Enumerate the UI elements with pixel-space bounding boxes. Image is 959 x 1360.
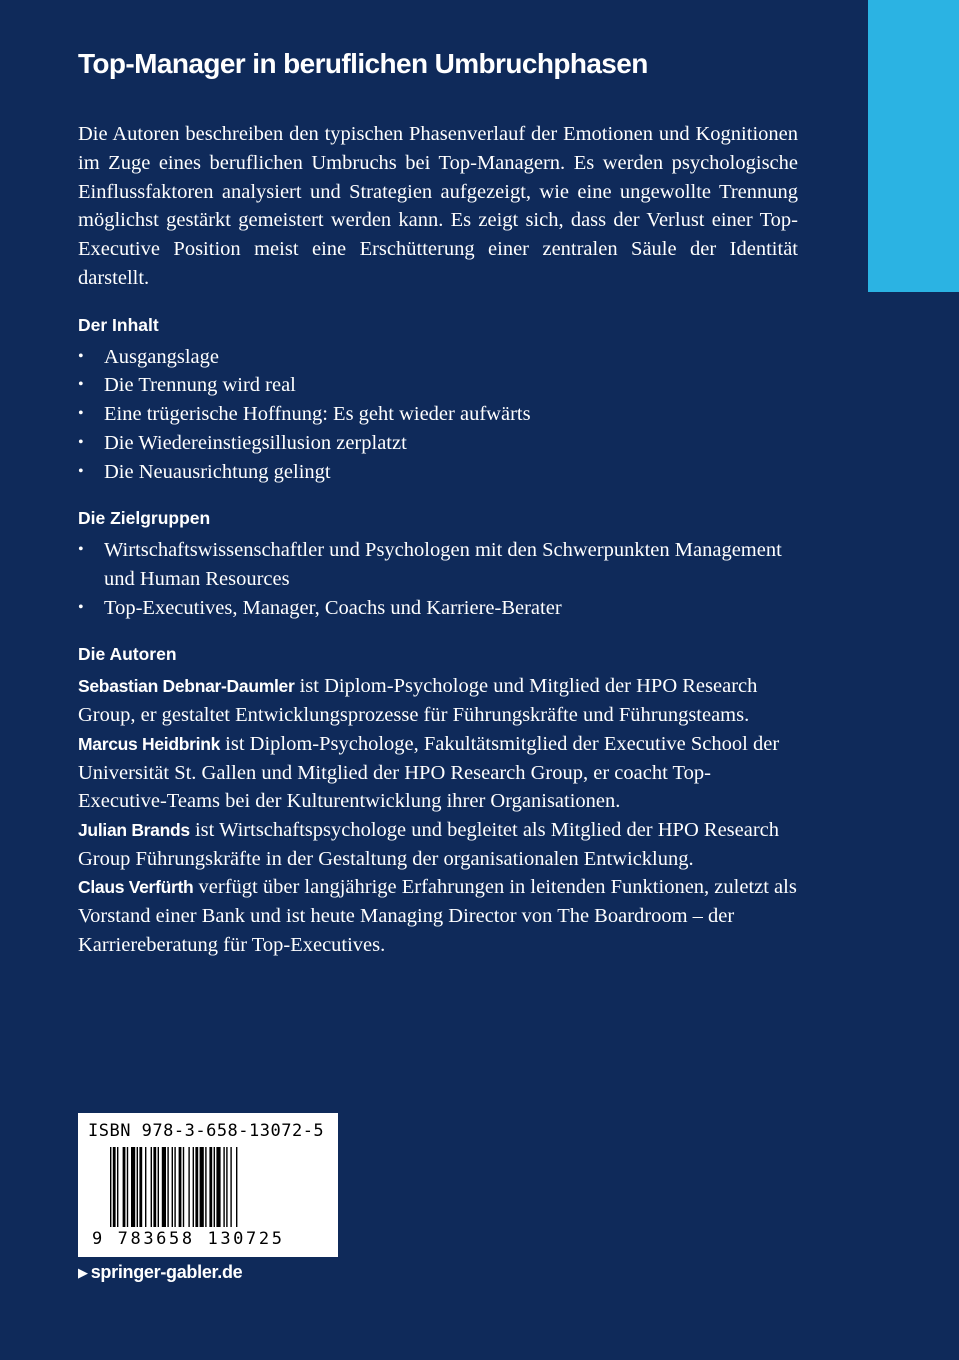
- barcode-bar: [174, 1147, 175, 1227]
- author-entry: [78, 672, 798, 729]
- barcode-bar: [188, 1147, 189, 1227]
- barcode-bar: [137, 1147, 138, 1227]
- barcode-bars: [108, 1147, 308, 1229]
- barcode-bar: [158, 1147, 159, 1227]
- barcode-bar: [200, 1147, 204, 1227]
- list-item: • Wirtschaftswissenschaftler und Psychologen mit den Schwerpunkten Management und Human Resources: [78, 536, 798, 593]
- barcode-bar: [193, 1147, 194, 1227]
- barcode-bar: [127, 1147, 128, 1227]
- barcode-bar: [179, 1147, 182, 1227]
- barcode-bar: [145, 1147, 146, 1227]
- barcode-bar: [226, 1147, 227, 1227]
- accent-color-bar: [868, 0, 959, 292]
- inhalt-heading: Der Inhalt: [78, 314, 159, 335]
- barcode-digits: 9 783658 130725: [92, 1229, 285, 1249]
- zielgruppen-heading: Die Zielgruppen: [78, 508, 211, 529]
- author-bio: verfügt über langjährige Erfahrungen in leitenden Funktionen, zuletzt als Vorstand einer Bank und ist heute Managing Director von The Boardroom – der Karriereberatung für Top-Executives.: [78, 876, 797, 956]
- barcode-bar: [110, 1147, 111, 1227]
- list-item: • Die Wiedereinstiegsillusion zerplatzt: [78, 429, 798, 458]
- author-name: Claus Verfürth: [78, 877, 194, 898]
- isbn-barcode: [78, 1113, 338, 1257]
- barcode-bar: [123, 1147, 126, 1227]
- barcode-bar: [209, 1147, 212, 1227]
- barcode-bar: [183, 1147, 184, 1227]
- author-name: Sebastian Debnar-Daumler: [78, 676, 295, 697]
- autoren-heading: Die Autoren: [78, 644, 177, 665]
- barcode-bar: [113, 1147, 116, 1227]
- barcode-bar: [117, 1147, 118, 1227]
- author-bio: ist Wirtschaftspsychologe und begleitet als Mitglied der HPO Research Group Führungskräfte in der Gestaltung der organisationalen Entwicklung.: [78, 818, 780, 870]
- list-item: • Top-Executives, Manager, Coachs und Karriere-Berater: [78, 594, 798, 623]
- barcode-bar: [167, 1147, 168, 1227]
- publisher-website[interactable]: [78, 1262, 242, 1283]
- barcode-bar: [139, 1147, 142, 1227]
- barcode-bar: [236, 1147, 237, 1227]
- barcode-bar: [162, 1147, 166, 1227]
- author-entry: [78, 873, 798, 959]
- author-entry: [78, 730, 798, 816]
- barcode-bar: [131, 1147, 135, 1227]
- back-cover-content: [78, 44, 798, 959]
- barcode-bar: [151, 1147, 152, 1227]
- autoren-list: [78, 672, 798, 959]
- author-bio: ist Diplom-Psychologe, Fakultätsmitglied der Executive School der Universität St. Gallen und Mitglied der HPO Research Group, er coacht Top-Executive-Teams bei der Kulturentwicklung ihrer Organisationen.: [78, 732, 780, 813]
- barcode-bar: [230, 1147, 231, 1227]
- author-name: Julian Brands: [78, 819, 190, 840]
- barcode-bar: [216, 1147, 220, 1227]
- list-item: • Eine trügerische Hoffnung: Es geht wieder aufwärts: [78, 400, 798, 429]
- list-item: • Ausgangslage: [78, 343, 798, 372]
- zielgruppen-list: [78, 536, 798, 622]
- website-label: springer-gabler.de: [90, 1262, 243, 1282]
- list-item: • Die Neuausrichtung gelingt: [78, 458, 798, 487]
- barcode-bar: [205, 1147, 206, 1227]
- list-item: • Die Trennung wird real: [78, 371, 798, 400]
- isbn-label: ISBN 978-3-658-13072-5: [88, 1121, 325, 1141]
- book-title: Top-Manager in beruflichen Umbruchphasen: [78, 48, 648, 79]
- author-name: Marcus Heidbrink: [78, 733, 221, 754]
- author-entry: [78, 816, 798, 873]
- play-icon: ▶: [78, 1265, 88, 1280]
- barcode-bar: [195, 1147, 198, 1227]
- author-bio: ist Diplom-Psychologe und Mitglied der HPO Research Group, er gestaltet Entwicklungsprozesse für Führungskräfte und Führungsteams.: [78, 675, 758, 727]
- barcode-bar: [223, 1147, 224, 1227]
- barcode-bar: [153, 1147, 156, 1227]
- inhalt-list: [78, 343, 798, 487]
- barcode-bar: [172, 1147, 173, 1227]
- barcode-bar: [214, 1147, 215, 1227]
- intro-paragraph: Die Autoren beschreiben den typischen Phasenverlauf der Emotionen und Kognitionen im Zuge eines beruflichen Umbruchs bei Top-Managern. Es werden psychologische Einflussfaktoren analysiert und Strategien aufgezeigt, wie eine ungewollte Trennung möglichst gestärkt gemeistert werden kann. Es zeigt sich, dass der Verlust einer Top-Executive Position meist eine Erschütterung einer zentralen Säule der Identität darstellt.: [78, 123, 798, 289]
